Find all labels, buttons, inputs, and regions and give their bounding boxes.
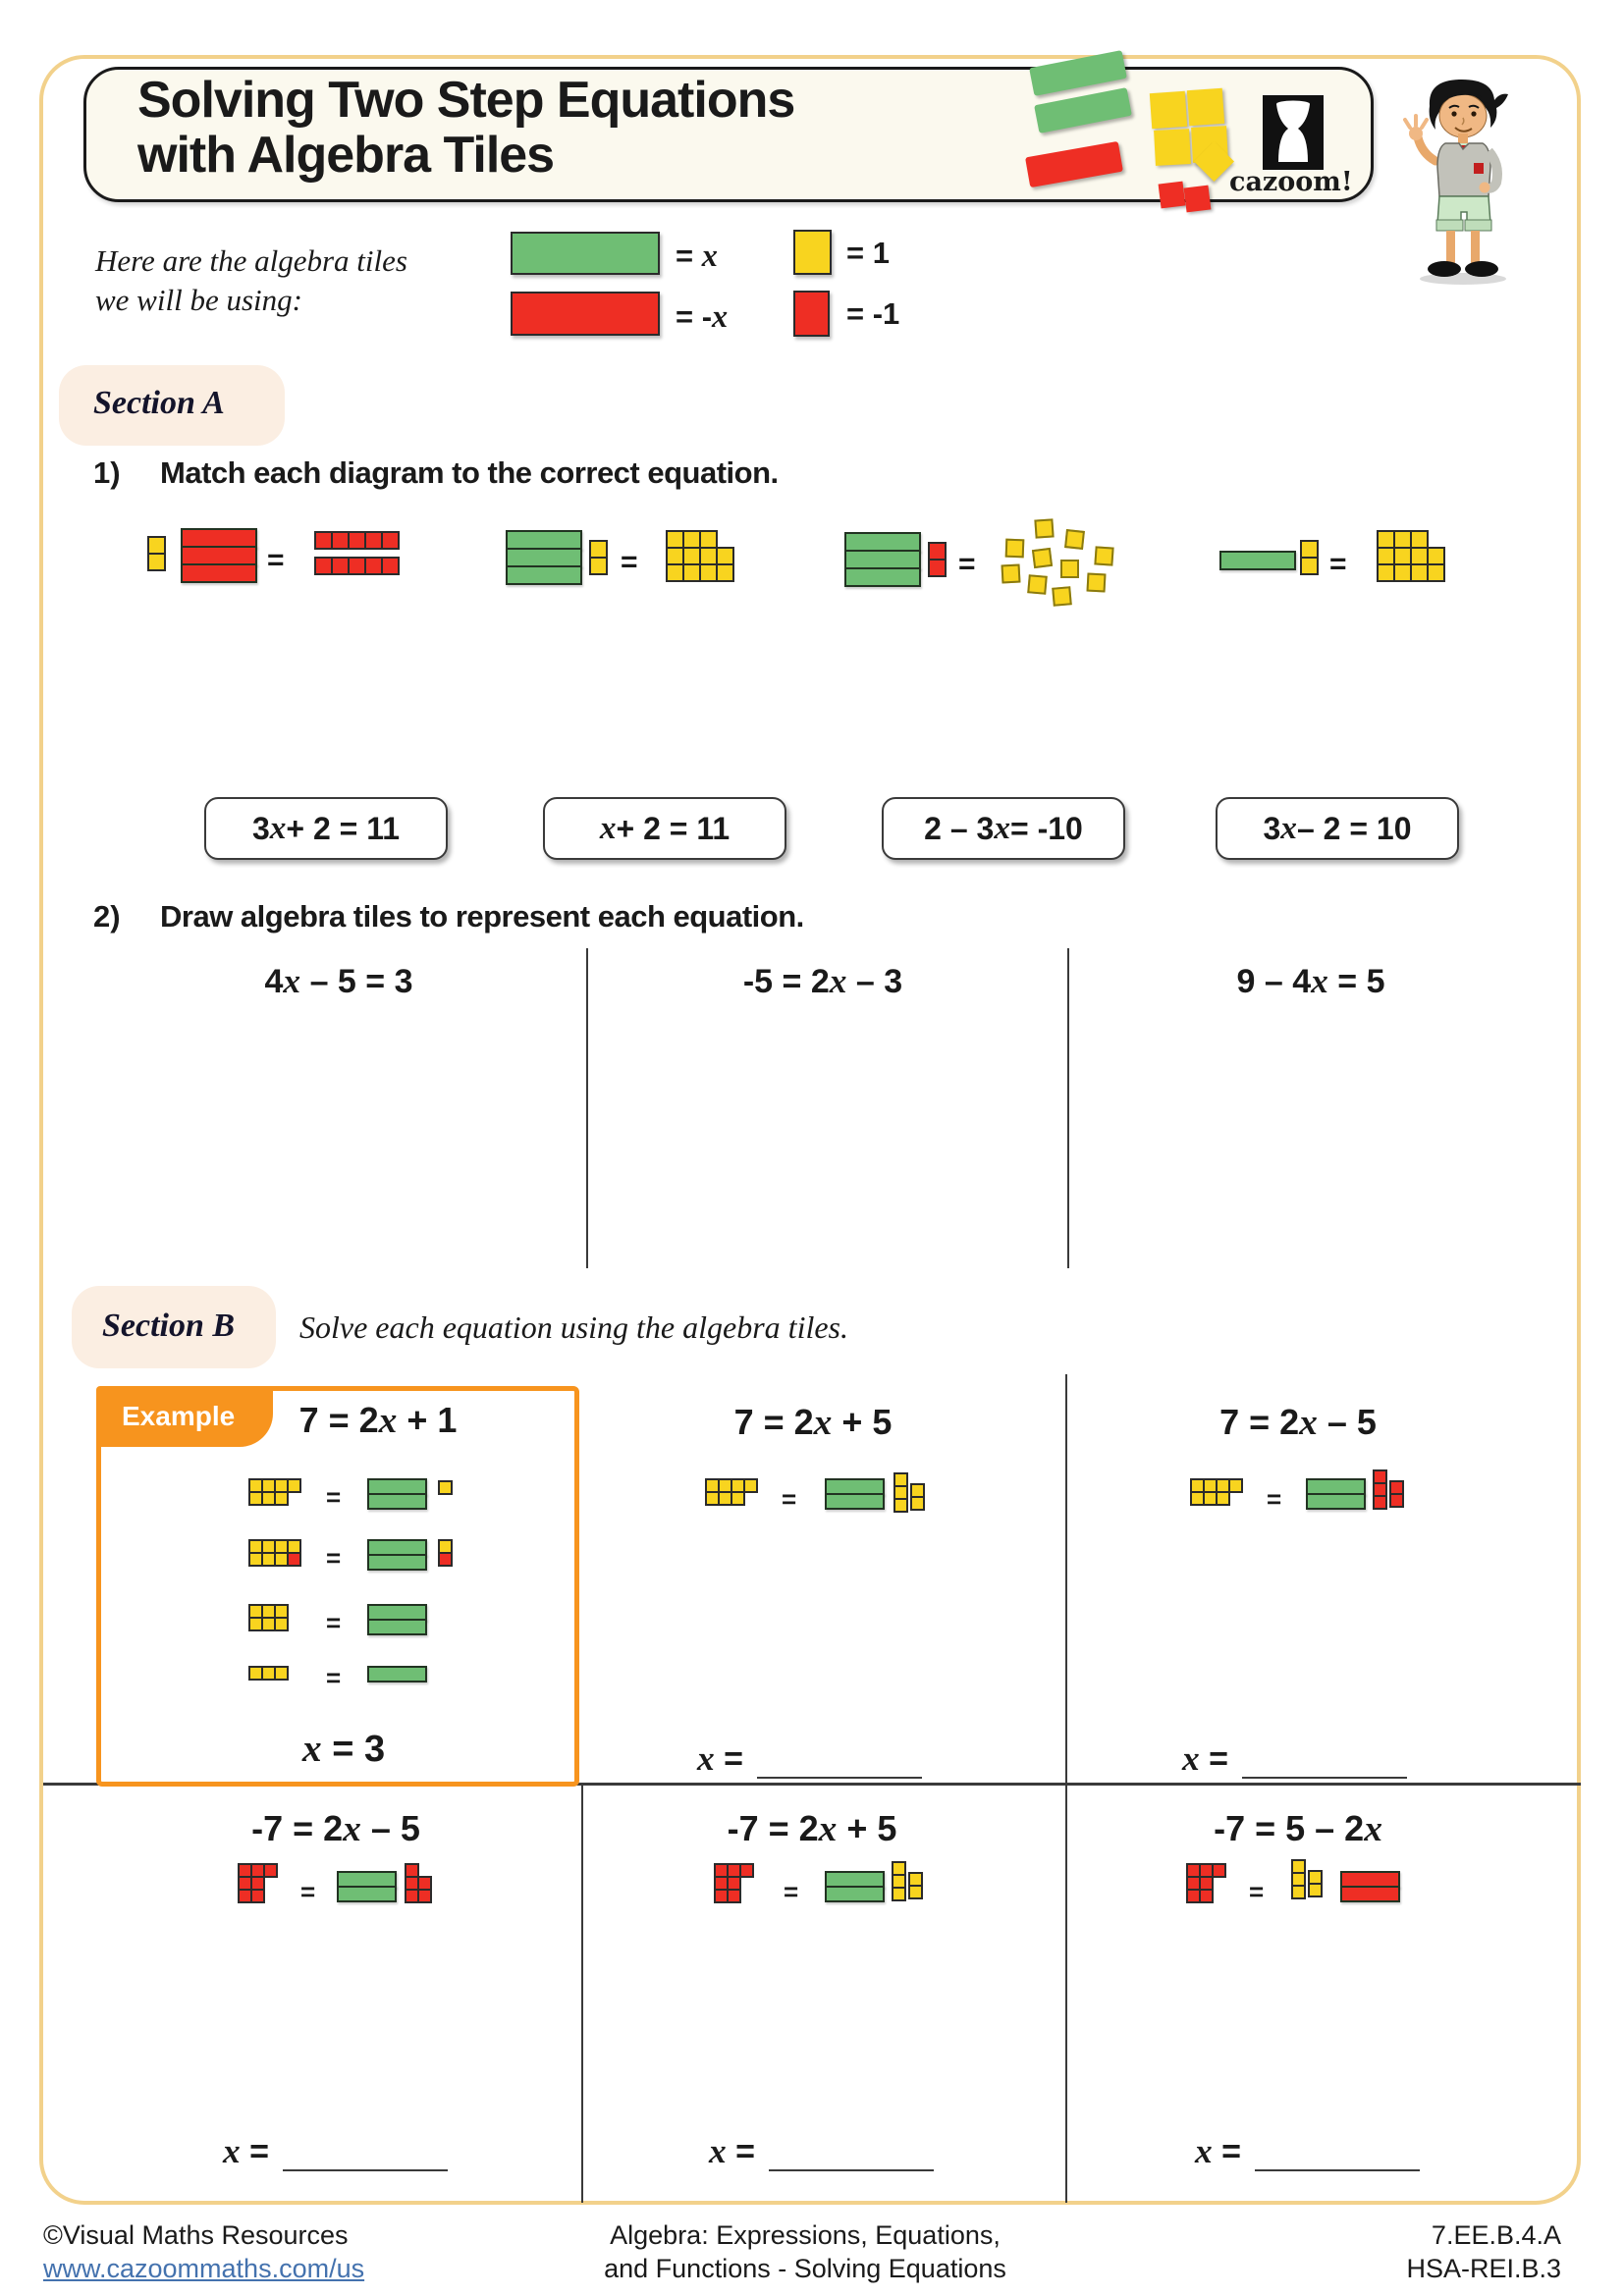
footer-copyright: ©Visual Maths Resources (43, 2220, 349, 2250)
tile-group-eq: = (267, 544, 285, 576)
key-yellow-unit-tile (793, 230, 832, 275)
q1-number: 1) (93, 455, 121, 490)
key-green-bar-label: = x (676, 238, 718, 273)
equation-card: 2 – 3 x = -10 (882, 797, 1125, 860)
tile-group-eq: = (782, 1484, 797, 1514)
answer-label: x = (709, 2131, 755, 2170)
key-red-bar-label: = -x (676, 298, 729, 334)
tile-group-eq: = (784, 1877, 799, 1906)
q2-divider-1 (586, 948, 588, 1268)
tile-group-eq: = (300, 1877, 316, 1906)
answer-label: x = (223, 2131, 269, 2170)
answer-blank[interactable] (769, 2130, 934, 2171)
q2-equation-1: 4x – 5 = 3 (264, 961, 413, 1000)
q2-divider-2 (1067, 948, 1069, 1268)
answer-row (709, 2126, 934, 2171)
answer-label: x = (697, 1738, 743, 1778)
boy-mascot-illustration (1402, 77, 1520, 288)
section-b-label: Section B (102, 1308, 236, 1344)
tile-group-eq: = (958, 548, 976, 580)
key-red-bar-tile (511, 292, 660, 336)
decor-red-square-1 (1159, 182, 1186, 209)
key-red-unit-label: = -1 (846, 296, 900, 331)
equation-card: 3 x – 2 = 10 (1216, 797, 1459, 860)
answer-blank[interactable] (1255, 2130, 1420, 2171)
page-title-line2: with Algebra Tiles (137, 127, 555, 184)
answer-row (697, 1734, 922, 1779)
decor-red-square-2 (1184, 186, 1212, 213)
problem-equation-5: -7 = 2x + 5 (727, 1808, 897, 1849)
tile-group-eq: = (326, 1482, 342, 1512)
page-title-line1: Solving Two Step Equations (137, 72, 795, 129)
q2-equation-2: -5 = 2x – 3 (742, 961, 903, 1000)
footer-url-link[interactable]: www.cazoommaths.com/us (43, 2254, 365, 2283)
q2-instruction: Draw algebra tiles to represent each equation. (160, 899, 804, 934)
problem-equation-6: -7 = 5 – 2x (1214, 1808, 1382, 1849)
key-yellow-unit-label: = 1 (846, 236, 890, 270)
example-answer: x = 3 (301, 1727, 386, 1770)
answer-row (1182, 1734, 1407, 1779)
problem-equation-4: -7 = 2x – 5 (251, 1808, 420, 1849)
problem-equation-2: 7 = 2x + 5 (733, 1402, 893, 1443)
q1-instruction: Match each diagram to the correct equation. (160, 455, 779, 490)
answer-row (223, 2126, 448, 2171)
equation-card: 3 x + 2 = 11 (204, 797, 448, 860)
answer-label: x = (1195, 2131, 1241, 2170)
key-red-unit-tile (793, 291, 830, 337)
tile-group-eq: = (326, 1608, 342, 1637)
answer-label: x = (1182, 1738, 1228, 1778)
intro-text-line2: we will be using: (95, 283, 302, 317)
intro-text-line1: Here are the algebra tiles (95, 243, 407, 278)
decor-yellow-square-2 (1187, 88, 1224, 126)
cazoom-logo-text: cazoom! (1229, 167, 1353, 197)
answer-row (1195, 2126, 1420, 2171)
footer-standard-2: HSA-REI.B.3 (1406, 2254, 1561, 2283)
q2-equation-3: 9 – 4x = 5 (1236, 961, 1385, 1000)
answer-blank[interactable] (1242, 1737, 1407, 1779)
example-equation: 7 = 2x + 1 (298, 1400, 458, 1441)
tile-group-eq: = (1249, 1877, 1265, 1906)
decor-yellow-square-3 (1154, 129, 1191, 166)
footer-topic-line1: Algebra: Expressions, Equations, (610, 2220, 1001, 2250)
example-tab-label: Example (122, 1401, 236, 1431)
tile-group-eq: = (326, 1663, 342, 1692)
section-a-label: Section A (93, 385, 225, 421)
grid-vertical-line-2 (1065, 1374, 1067, 2203)
q2-number: 2) (93, 899, 121, 934)
tile-group-eq: = (621, 546, 638, 578)
problem-equation-3: 7 = 2x – 5 (1219, 1402, 1377, 1443)
section-b-instruction: Solve each equation using the algebra tiles. (299, 1309, 848, 1345)
footer-topic-line2: and Functions - Solving Equations (604, 2254, 1006, 2283)
example-tab (96, 1386, 273, 1447)
footer-standard-1: 7.EE.B.4.A (1431, 2220, 1561, 2250)
answer-blank[interactable] (283, 2130, 448, 2171)
cazoom-logo-icon (1263, 95, 1324, 170)
decor-yellow-square-1 (1150, 91, 1187, 129)
tile-group-eq: = (1267, 1484, 1282, 1514)
tile-group-eq: = (1329, 548, 1347, 580)
tile-group-eq: = (326, 1543, 342, 1573)
equation-card: x + 2 = 11 (543, 797, 786, 860)
answer-blank[interactable] (757, 1737, 922, 1779)
grid-vertical-line-1 (581, 1785, 583, 2203)
key-green-bar-tile (511, 232, 660, 275)
